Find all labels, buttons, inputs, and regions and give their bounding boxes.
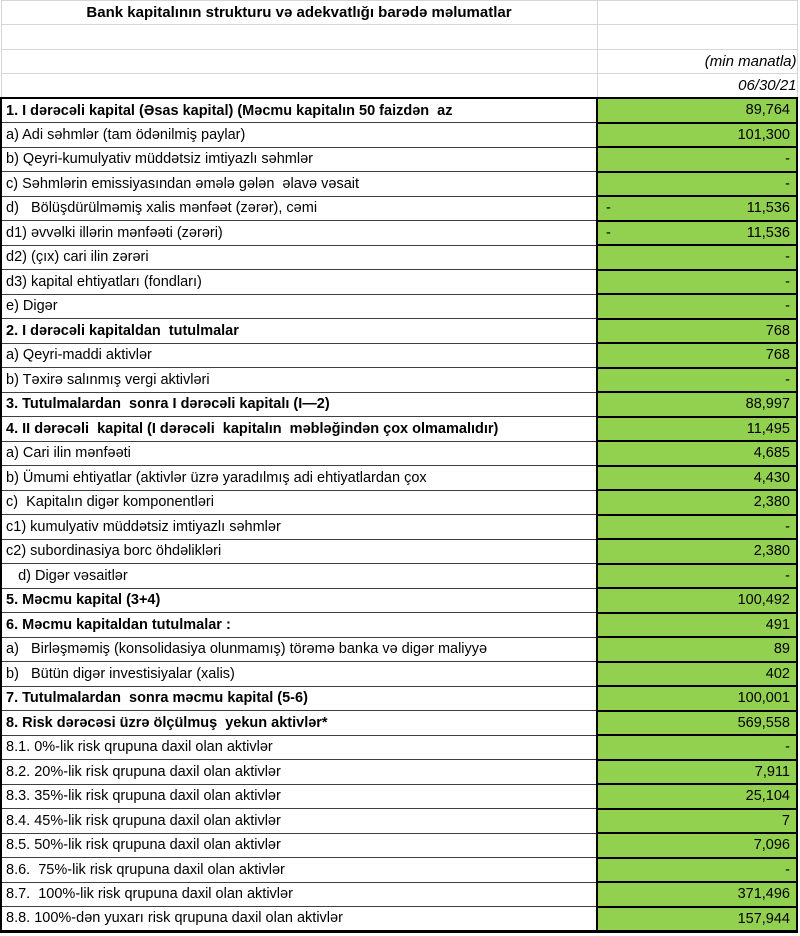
negative-sign: -	[606, 200, 611, 217]
row-value: 402	[597, 662, 797, 687]
table-row	[1, 539, 797, 564]
empty-cell	[597, 1, 797, 25]
row-value: 7,911	[597, 760, 797, 785]
row-value: -	[597, 515, 797, 540]
row-label: 8.4. 45%-lik risk qrupuna daxil olan aktivlər	[1, 809, 597, 834]
row-label: d) Bölüşdürülməmiş xalis mənfəət (zərər), cəmi	[1, 196, 597, 221]
row-label: 8.2. 20%-lik risk qrupuna daxil olan aktivlər	[1, 760, 597, 785]
row-value: -	[597, 147, 797, 172]
table-row	[1, 588, 797, 613]
table-row	[1, 147, 797, 172]
row-value-number: 11,536	[746, 200, 790, 217]
table-row	[1, 833, 797, 858]
row-value: 89,764	[597, 98, 797, 123]
table-row	[1, 221, 797, 246]
report-date: 06/30/21	[597, 74, 797, 98]
table-row	[1, 858, 797, 883]
row-label: 8.6. 75%-lik risk qrupuna daxil olan aktivlər	[1, 858, 597, 883]
table-row	[1, 417, 797, 442]
row-value: 4,685	[597, 441, 797, 466]
table-row	[1, 245, 797, 270]
report-title: Bank kapitalının strukturu və adekvatlığı barədə məlumatlar	[1, 1, 597, 25]
row-label: b) Ümumi ehtiyatlar (aktivlər üzrə yaradılmış adi ehtiyatlardan çox	[1, 466, 597, 491]
row-label: 8.1. 0%-lik risk qrupuna daxil olan aktivlər	[1, 735, 597, 760]
row-value: 101,300	[597, 123, 797, 148]
row-value: -	[597, 368, 797, 393]
row-label: b) Bütün digər investisiyalar (xalis)	[1, 662, 597, 687]
row-value: -	[597, 564, 797, 589]
row-value: 768	[597, 319, 797, 344]
row-label: 1. I dərəcəli kapital (Əsas kapital) (Məcmu kapitalın 50 faizdən az	[1, 98, 597, 123]
row-label: b) Qeyri-kumulyativ müddətsiz imtiyazlı səhmlər	[1, 147, 597, 172]
table-row	[1, 466, 797, 491]
row-value: 100,001	[597, 686, 797, 711]
table-row	[1, 270, 797, 295]
table-row	[1, 441, 797, 466]
table-row	[1, 564, 797, 589]
row-label: c) Səhmlərin emissiyasından əmələ gələn əlavə vəsait	[1, 172, 597, 197]
row-label: d) Digər vəsaitlər	[1, 564, 597, 589]
table-row	[1, 735, 797, 760]
row-label: d2) (çıx) cari ilin zərəri	[1, 245, 597, 270]
table-row	[1, 490, 797, 515]
table-row	[1, 98, 797, 123]
row-label: 8.8. 100%-dən yuxarı risk qrupuna daxil olan aktivlər	[1, 907, 597, 932]
row-label: c2) subordinasiya borc öhdəlikləri	[1, 539, 597, 564]
empty-cell	[597, 25, 797, 49]
row-label: 8. Risk dərəcəsi üzrə ölçülmuş yekun aktivlər*	[1, 711, 597, 736]
table-row	[1, 294, 797, 319]
row-value: 371,496	[597, 882, 797, 907]
table-row	[1, 809, 797, 834]
row-value: 2,380	[597, 539, 797, 564]
title-row	[1, 1, 797, 25]
row-label: a) Adi səhmlər (tam ödənilmiş paylar)	[1, 123, 597, 148]
table-row	[1, 784, 797, 809]
row-label: a) Qeyri-maddi aktivlər	[1, 343, 597, 368]
row-value: 157,944	[597, 907, 797, 932]
row-label: 8.7. 100%-lik risk qrupuna daxil olan aktivlər	[1, 882, 597, 907]
empty-cell	[1, 25, 597, 49]
row-value: -	[597, 172, 797, 197]
table-row	[1, 319, 797, 344]
row-label: d1) əvvəlki illərin mənfəəti (zərəri)	[1, 221, 597, 246]
unit-note: (min manatla)	[597, 49, 797, 73]
empty-cell	[1, 74, 597, 98]
table-row	[1, 760, 797, 785]
table-row	[1, 343, 797, 368]
row-label: 5. Məcmu kapital (3+4)	[1, 588, 597, 613]
table-row	[1, 907, 797, 932]
row-value: 11,495	[597, 417, 797, 442]
row-label: c) Kapitalın digər komponentləri	[1, 490, 597, 515]
row-value	[597, 196, 797, 221]
row-label: 4. II dərəcəli kapital (I dərəcəli kapitalın məbləğindən çox olmamalıdır)	[1, 417, 597, 442]
negative-sign: -	[606, 224, 611, 241]
row-value: -	[597, 735, 797, 760]
table-row	[1, 882, 797, 907]
row-value-number: 11,536	[746, 224, 790, 241]
table-row	[1, 637, 797, 662]
row-label: 6. Məcmu kapitaldan tutulmalar :	[1, 613, 597, 638]
row-label: c1) kumulyativ müddətsiz imtiyazlı səhmlər	[1, 515, 597, 540]
row-value: 7	[597, 809, 797, 834]
table-row	[1, 123, 797, 148]
row-value: 2,380	[597, 490, 797, 515]
table-row	[1, 711, 797, 736]
date-row	[1, 74, 797, 98]
row-value: -	[597, 858, 797, 883]
row-value: 89	[597, 637, 797, 662]
row-value: -	[597, 270, 797, 295]
row-value: 4,430	[597, 466, 797, 491]
empty-cell	[1, 49, 597, 73]
row-label: d3) kapital ehtiyatları (fondları)	[1, 270, 597, 295]
row-value: 768	[597, 343, 797, 368]
table-row	[1, 662, 797, 687]
row-value: 25,104	[597, 784, 797, 809]
row-label: 8.5. 50%-lik risk qrupuna daxil olan aktivlər	[1, 833, 597, 858]
table-row	[1, 368, 797, 393]
table-row	[1, 613, 797, 638]
row-value: 491	[597, 613, 797, 638]
table-row	[1, 196, 797, 221]
row-label: a) Birləşməmiş (konsolidasiya olunmamış) törəmə banka və digər maliyyə	[1, 637, 597, 662]
table-row	[1, 686, 797, 711]
row-label: 8.3. 35%-lik risk qrupuna daxil olan aktivlər	[1, 784, 597, 809]
table-row	[1, 392, 797, 417]
row-value: 100,492	[597, 588, 797, 613]
row-value: 88,997	[597, 392, 797, 417]
row-value: -	[597, 294, 797, 319]
row-label: a) Cari ilin mənfəəti	[1, 441, 597, 466]
table-row	[1, 515, 797, 540]
row-value: 569,558	[597, 711, 797, 736]
row-label: 3. Tutulmalardan sonra I dərəcəli kapitalı (I—2)	[1, 392, 597, 417]
row-value	[597, 221, 797, 246]
table-row	[1, 172, 797, 197]
unit-note-row	[1, 49, 797, 73]
row-label: 2. I dərəcəli kapitaldan tutulmalar	[1, 319, 597, 344]
spacer-row	[1, 25, 797, 49]
row-label: 7. Tutulmalardan sonra məcmu kapital (5-6)	[1, 686, 597, 711]
row-label: b) Təxirə salınmış vergi aktivləri	[1, 368, 597, 393]
row-value: 7,096	[597, 833, 797, 858]
row-value: -	[597, 245, 797, 270]
row-label: e) Digər	[1, 294, 597, 319]
